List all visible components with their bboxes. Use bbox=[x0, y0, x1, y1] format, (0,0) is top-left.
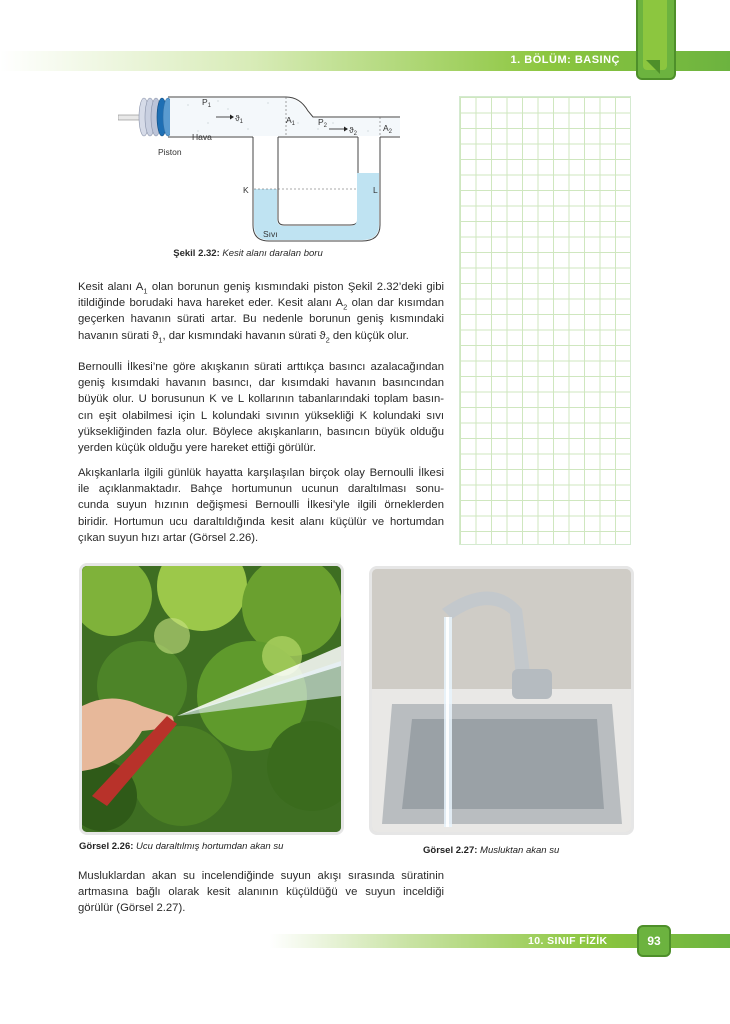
figure-2-32-caption: Şekil 2.32: Kesit alanı daralan boru bbox=[173, 248, 323, 259]
label-a2: $A_2$ bbox=[383, 123, 393, 135]
label-l: L bbox=[373, 185, 378, 195]
label-v2: $ϑ_2$ bbox=[349, 125, 357, 137]
photo-2-26-caption: Görsel 2.26: Ucu daraltılmış hortumdan akan su bbox=[79, 841, 284, 852]
label-p1: $P_1$ bbox=[202, 97, 212, 109]
paragraph-4: Musluklardan akan su incelendiğinde suyun akışı sırasında süratinin artmasına bağlı olarak kesit alanının küçüldüğü ve suyun inceldiği görülür (Görsel 2.27). bbox=[78, 870, 444, 915]
label-hava: Hava bbox=[192, 132, 212, 142]
photo-garden-hose bbox=[79, 563, 344, 835]
figure-2-32-diagram bbox=[118, 93, 400, 245]
chapter-title: 1. BÖLÜM: BASINÇ bbox=[510, 54, 620, 66]
label-piston: Piston bbox=[158, 147, 182, 157]
label-v1: $ϑ_1$ bbox=[235, 113, 243, 125]
label-k: K bbox=[243, 185, 249, 195]
piston bbox=[139, 98, 173, 136]
notes-grid bbox=[459, 96, 631, 545]
header-tab-fold bbox=[646, 60, 660, 74]
book-title: 10. SINIF FİZİK bbox=[528, 935, 608, 947]
paragraph-1: Kesit alanı $A_1$ olan borunun geniş kısmındaki piston Şekil 2.32’deki gibi itildiğinde borudaki hava hareket eder. Kesit alanı $A_2$ olan dar kısımdan geçerken havanın sürati artar. Bu nedenle borunun geniş kısmındaki havanın sürati $ϑ_1$, dar kısmındaki havanın sürati $ϑ_2$ den küçük olur. bbox=[78, 281, 444, 344]
photo-2-27-caption: Görsel 2.27: Musluktan akan su bbox=[423, 845, 560, 856]
photo-faucet bbox=[369, 566, 634, 835]
paragraph-3: Akışkanlarla ilgili günlük hayatta karşılaşılan birçok olay Bernoulli İlkesi ile açıklanmaktadır. Bahçe hortumunun ucunun daraltılması sonu- cunda suyun hızının değişmesi Bernoulli İlkesi’yle ilgili örneklerden biridir. Hortumun ucu daraltıldığında kesit alanı küçülür ve hortumdan çıkan suyun hızı artar (Görsel 2.26). bbox=[78, 467, 444, 544]
label-p2: $P_2$ bbox=[318, 117, 328, 129]
label-sivi: Sıvı bbox=[263, 229, 278, 239]
label-a1: $A_1$ bbox=[286, 115, 296, 127]
paragraph-2: Bernoulli İlkesi’ne göre akışkanın sürati arttıkça basıncı azalacağından geniş kısımdaki havanın basıncı, dar kısımdaki havanın basıncından büyük olur. U borusunun K ve L kollarının tabanlarındaki toplam basın- cın eşit olabilmesi için L kolundaki sıvının yüksekliği K kolundaki sıvı yüksekliğinden fazla olur. Böylece akışkanların, basıncın büyük olduğu yerden küçük olduğu yere hareket ettiği görülür. bbox=[78, 361, 444, 455]
page-number: 93 bbox=[637, 925, 671, 957]
header-band bbox=[0, 51, 730, 71]
